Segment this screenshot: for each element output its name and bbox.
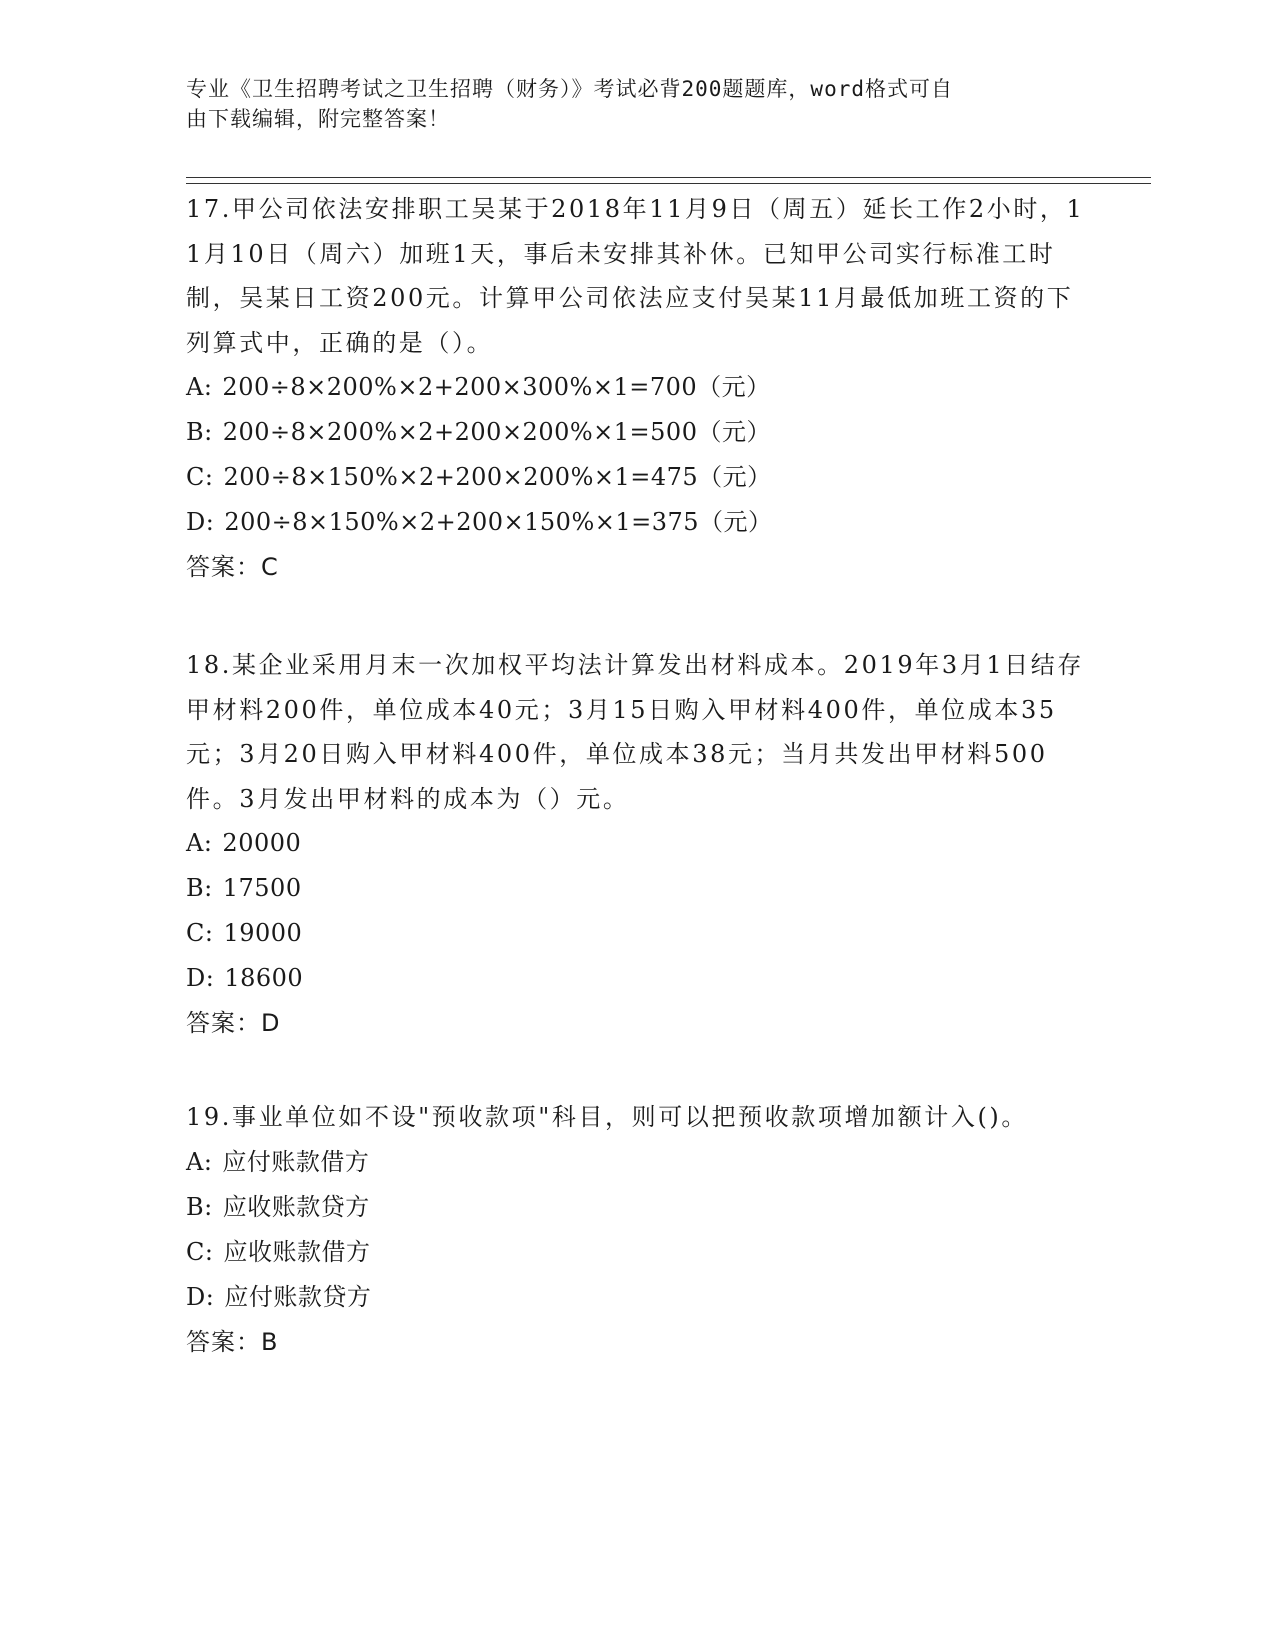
- option-d: [186, 956, 1086, 1001]
- option-label: A:: [186, 373, 213, 401]
- option-text: 应收账款贷方: [222, 1192, 370, 1221]
- option-label: B:: [186, 874, 213, 902]
- question-text: 17.甲公司依法安排职工吴某于2018年11月9日（周五）延长工作2小时，11月10日（周六）加班1天，事后未安排其补休。已知甲公司实行标准工时制，吴某日工资200元。计算甲公司依法应支付吴某11月最低加班工资的下列算式中，正确的是（）。: [186, 195, 1085, 357]
- question-block: [186, 1095, 1086, 1365]
- option-c: [186, 1230, 1086, 1275]
- option-d: [186, 500, 1086, 545]
- answer: 答案：C: [186, 553, 279, 581]
- option-a: [186, 821, 1086, 866]
- option-text: 17500: [222, 874, 302, 902]
- option-label: C:: [186, 1237, 214, 1266]
- option-b: [186, 1185, 1086, 1230]
- header-line-2: 由下载编辑，附完整答案！: [186, 107, 450, 131]
- header-line-1: 专业《卫生招聘考试之卫生招聘（财务）》考试必背200题题库，word格式可自: [186, 77, 953, 101]
- option-label: A:: [186, 829, 213, 857]
- option-label: D:: [186, 1282, 215, 1311]
- option-text: 18600: [224, 964, 304, 992]
- option-text: 200÷8×150%×2+200×150%×1=375（元）: [224, 508, 773, 536]
- option-text: 应付账款贷方: [224, 1282, 372, 1311]
- option-text: 200÷8×200%×2+200×300%×1=700（元）: [222, 373, 771, 401]
- option-label: D:: [186, 508, 215, 536]
- header-divider-top: [186, 177, 1151, 178]
- option-label: B:: [186, 418, 213, 446]
- question-text: 19.事业单位如不设"预收款项"科目，则可以把预收款项增加额计入()。: [186, 1103, 1028, 1131]
- question-block: [186, 643, 1086, 1046]
- option-label: B:: [186, 1192, 213, 1221]
- question-block: [186, 187, 1086, 590]
- option-c: [186, 455, 1086, 500]
- answer: 答案：D: [186, 1009, 281, 1037]
- option-b: [186, 410, 1086, 455]
- header-divider-bottom: [186, 183, 1151, 184]
- option-c: [186, 911, 1086, 956]
- option-text: 应收账款借方: [223, 1237, 371, 1266]
- option-text: 20000: [222, 829, 302, 857]
- option-text: 19000: [223, 919, 303, 947]
- option-label: D:: [186, 964, 215, 992]
- option-a: [186, 1140, 1086, 1185]
- document-header: [186, 74, 1066, 134]
- answer: 答案：B: [186, 1327, 279, 1356]
- option-label: C:: [186, 919, 214, 947]
- option-d: [186, 1275, 1086, 1320]
- option-a: [186, 365, 1086, 410]
- option-text: 200÷8×150%×2+200×200%×1=475（元）: [223, 463, 772, 491]
- option-text: 应付账款借方: [222, 1147, 370, 1176]
- option-label: A:: [186, 1147, 213, 1176]
- option-text: 200÷8×200%×2+200×200%×1=500（元）: [222, 418, 771, 446]
- option-b: [186, 866, 1086, 911]
- option-label: C:: [186, 463, 214, 491]
- question-text: 18.某企业采用月末一次加权平均法计算发出材料成本。2019年3月1日结存甲材料200件，单位成本40元；3月15日购入甲材料400件，单位成本35元；3月20日购入甲材料400件，单位成本38元；当月共发出甲材料500件。3月发出甲材料的成本为（）元。: [186, 651, 1084, 813]
